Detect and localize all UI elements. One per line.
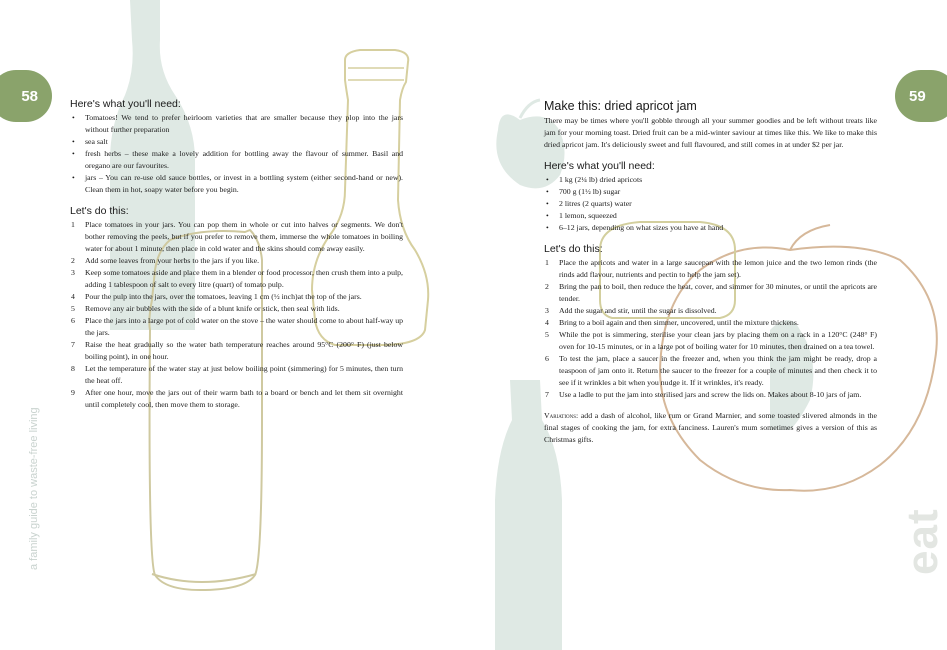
recipe-intro: There may be times where you'll gobble through all your summer goodies and be left without treats like jam for your morning toast. Dried fruit can be a mid-winter saviour at times like this. We like to make this dried apricot jam. It's deliciously sweet and full flavoured, and still comes in at under $2 per jar.: [544, 116, 877, 149]
needs-heading-left: Here's what you'll need:: [70, 98, 181, 110]
variations-text: : add a dash of alcohol, like rum or Grand Marnier, and some toasted slivered almonds in the final stages of cooking the jam, for extra fanciness. Lauren's mum sometimes gives a version of this as Christmas gifts.: [544, 411, 877, 444]
page-number-right: 59: [909, 87, 926, 105]
step-item: 4 Pour the pulp into the jars, over the tomatoes, leaving 1 cm (½ inch)at the top of the jars.: [71, 292, 362, 301]
page-number-tab-left: [0, 70, 52, 122]
step-item: 5 While the pot is simmering, sterilise your clean jars by placing them on a rack in a 120°C (248° F) oven for 10-15 minutes, or in a large pot of boiling water for 10 minutes, then drained on a tea towel.: [545, 330, 877, 351]
list-item: • 2 litres (2 quarts) water: [544, 198, 877, 210]
step-item: 6 Place the jars into a large pot of cold water on the stove – the water should come to about half-way up the jars.: [71, 316, 403, 337]
list-item: • 1 lemon, squeezed: [544, 210, 877, 222]
needs-heading-right: Here's what you'll need:: [544, 160, 655, 172]
steps-list-right: [544, 257, 877, 401]
needs-list-right: [544, 174, 877, 234]
list-item: • jars – You can re-use old sauce bottles, or invest in a bottling system (either second-hand or new). Clean them in hot, soapy water before you begin.: [70, 172, 403, 196]
steps-heading-right: Let's do this:: [544, 243, 603, 255]
list-item: • 700 g (1½ lb) sugar: [544, 186, 877, 198]
step-item: 1 Place the apricots and water in a large saucepan with the lemon juice and the two lemon rinds (the rinds add flavour, nutrients and pectin to help the jam set).: [545, 258, 877, 279]
list-item: • fresh herbs – these make a lovely addition for bottling away the flavour of summer. Basil and oregano are our favourites.: [70, 148, 403, 172]
list-item: • Tomatoes! We tend to prefer heirloom varieties that are smaller because they plop into the jars without further preparation: [70, 112, 403, 136]
left-page-content: [70, 98, 403, 411]
list-item: • 1 kg (2¼ lb) dried apricots: [544, 174, 877, 186]
steps-heading-left: Let's do this:: [70, 205, 129, 217]
right-page-content: [544, 99, 877, 446]
list-item: • 6–12 jars, depending on what sizes you have at hand: [544, 222, 877, 234]
steps-list-left: [70, 219, 403, 411]
book-series-title: a family guide to waste-free living: [28, 407, 40, 570]
step-item: 3 Keep some tomatoes aside and place them in a blender or food processor, then crush them into a pulp, adding 1 tablespoon of salt to every litre (quart) of tomato pulp.: [71, 268, 403, 289]
step-item: 9 After one hour, move the jars out of their warm bath to a board or bench and let them sit overnight until completely cool, then move them to storage.: [71, 388, 403, 409]
chapter-side-word: eat: [898, 508, 947, 575]
step-item: 1 Place tomatoes in your jars. You can pop them in whole or cut into halves or segments. We don't bother removing the peels, but if you prefer to remove them, immerse the whole tomatoes in boiling water for about 1 minute, then place in cold water and the skins should come away easily.: [71, 220, 403, 253]
page-number-left: 58: [21, 87, 38, 105]
variations-paragraph: [544, 410, 877, 446]
step-item: 7 Use a ladle to put the jam into sterilised jars and screw the lids on. Makes about 8-10 jars of jam.: [545, 390, 862, 399]
needs-list-left: [70, 112, 403, 196]
step-item: 8 Let the temperature of the water stay at just below boiling point (simmering) for 5 minutes, then turn the heat off.: [71, 364, 403, 385]
step-item: 4 Bring to a boil again and then simmer, uncovered, until the mixture thickens.: [545, 318, 799, 327]
list-item: • sea salt: [70, 136, 403, 148]
step-item: 2 Add some leaves from your herbs to the jars if you like.: [71, 256, 260, 265]
step-item: 2 Bring the pan to boil, then reduce the heat, cover, and simmer for 30 minutes, or until the apricots are tender.: [545, 282, 877, 303]
recipe-title: Make this: dried apricot jam: [544, 99, 697, 113]
page-number-tab-right: [895, 70, 947, 122]
step-item: 3 Add the sugar and stir, until the sugar is dissolved.: [545, 306, 717, 315]
step-item: 5 Remove any air bubbles with the side of a blunt knife or stick, then seal with lids.: [71, 304, 340, 313]
step-item: 7 Raise the heat gradually so the water bath temperature reaches around 95°C (200° F) (just below boiling point), in one hour.: [71, 340, 403, 361]
variations-label: Variations: [544, 411, 577, 420]
step-item: 6 To test the jam, place a saucer in the freezer and, when you think the jam might be ready, drop a teaspoon of jam onto it. Return the saucer to the freezer for a couple of minutes and then check it to see if it wrinkles a bit when you nudge it. If it wrinkles, it's ready.: [545, 354, 877, 387]
